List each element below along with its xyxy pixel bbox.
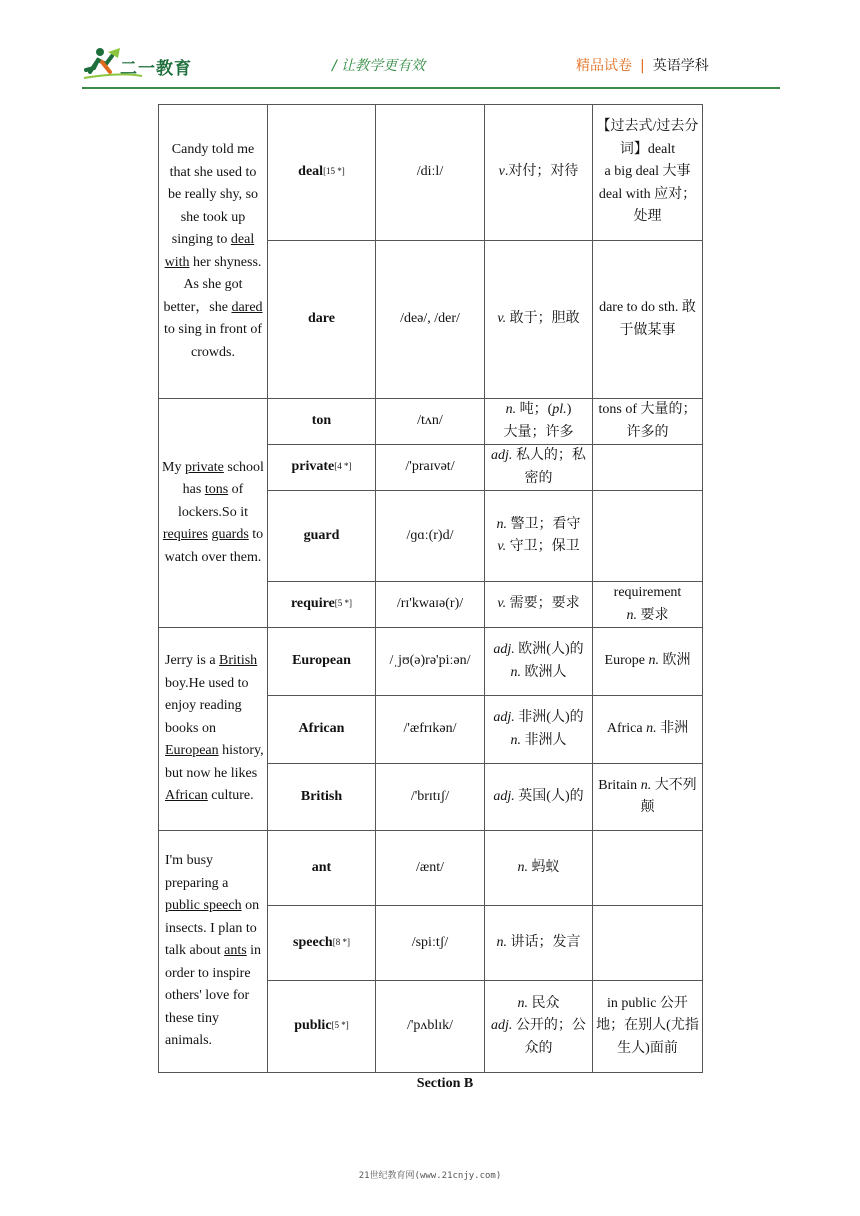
vocab-word: guard <box>268 491 376 582</box>
phonetic: /tʌn/ <box>376 399 485 445</box>
meaning: n. 蚂蚁 <box>485 831 593 906</box>
example-sentence: Jerry is a British boy.He used to enjoy reading books on European history, but now he likes African culture. <box>159 628 268 831</box>
phrase <box>593 831 703 906</box>
vocab-word: British <box>268 764 376 831</box>
phrase: dare to do sth. 敢于做某事 <box>593 241 703 399</box>
table-row <box>159 399 703 445</box>
vocab-word: require[5 *] <box>268 582 376 628</box>
phrase <box>593 906 703 981</box>
meaning: n. 民众 adj. 公开的；公众的 <box>485 981 593 1073</box>
table-row <box>159 105 703 241</box>
phrase: Africa n. 非洲 <box>593 696 703 764</box>
meaning: v.对付；对待 <box>485 105 593 241</box>
vocab-word: speech[8 *] <box>268 906 376 981</box>
page-footer: 21世纪教育网(www.21cnjy.com) <box>358 1171 502 1181</box>
header-slogan: / 让教学更有效 <box>332 58 426 74</box>
vocabulary-table <box>158 104 703 1073</box>
meaning: adj. 欧洲(人)的 n. 欧洲人 <box>485 628 593 696</box>
phrase: Britain n. 大不列颠 <box>593 764 703 831</box>
vocab-word: public[5 *] <box>268 981 376 1073</box>
header-tag-quality: 精品试卷 <box>576 58 632 74</box>
meaning: adj. 私人的；私密的 <box>485 445 593 491</box>
meaning: adj. 非洲(人)的 n. 非洲人 <box>485 696 593 764</box>
vocab-word: African <box>268 696 376 764</box>
meaning: adj. 英国(人)的 <box>485 764 593 831</box>
phrase: 【过去式/过去分词】dealt a big deal 大事 deal with 应对；处理 <box>593 105 703 241</box>
page-header <box>0 0 860 95</box>
meaning: n. 警卫；看守 v. 守卫；保卫 <box>485 491 593 582</box>
phrase <box>593 445 703 491</box>
phonetic: /diːl/ <box>376 105 485 241</box>
phonetic: /deə/, /der/ <box>376 241 485 399</box>
header-tag-subject: 英语学科 <box>652 58 709 74</box>
vocab-word: dare <box>268 241 376 399</box>
meaning: v. 需要；要求 <box>485 582 593 628</box>
meaning: v. 敢于；胆敢 <box>485 241 593 399</box>
header-divider <box>82 87 780 89</box>
meaning: n. 讲话；发言 <box>485 906 593 981</box>
vocab-word: deal[15 *] <box>268 105 376 241</box>
example-sentence: My private school has tons of lockers.So it requires guards to watch over them. <box>159 399 268 628</box>
vocab-word: ant <box>268 831 376 906</box>
phrase: tons of 大量的；许多的 <box>593 399 703 445</box>
meaning: n. 吨；(pl.) 大量；许多 <box>485 399 593 445</box>
vocab-word: ton <box>268 399 376 445</box>
phonetic: /spiːtʃ/ <box>376 906 485 981</box>
header-tag <box>576 55 709 75</box>
phrase: in public 公开地；在别人(尤指生人)面前 <box>593 981 703 1073</box>
phonetic: /rɪ'kwaɪə(r)/ <box>376 582 485 628</box>
header-tag-separator: | <box>640 58 645 74</box>
logo-text: 二一教育 <box>120 59 192 79</box>
phonetic: /'praɪvət/ <box>376 445 485 491</box>
table-row <box>159 831 703 906</box>
section-title: Section B <box>416 1076 474 1091</box>
phonetic: /'pʌblɪk/ <box>376 981 485 1073</box>
phonetic: /'æfrɪkən/ <box>376 696 485 764</box>
example-sentence: I'm busy preparing a public speech on insects. I plan to talk about ants in order to inspire others' love for these tiny animals. <box>159 831 268 1073</box>
example-sentence: Candy told me that she used to be really shy, so she took up singing to deal with her shyness. As she got better，she dared to sing in front of crowds. <box>159 105 268 399</box>
phonetic: /ænt/ <box>376 831 485 906</box>
vocab-word: private[4 *] <box>268 445 376 491</box>
phrase: requirement n. 要求 <box>593 582 703 628</box>
vocab-word: European <box>268 628 376 696</box>
phrase <box>593 491 703 582</box>
phonetic: /'brɪtɪʃ/ <box>376 764 485 831</box>
phonetic: /ɡɑː(r)d/ <box>376 491 485 582</box>
phonetic: /ˌjʊ(ə)rə'piːən/ <box>376 628 485 696</box>
table-row <box>159 628 703 696</box>
phrase: Europe n. 欧洲 <box>593 628 703 696</box>
